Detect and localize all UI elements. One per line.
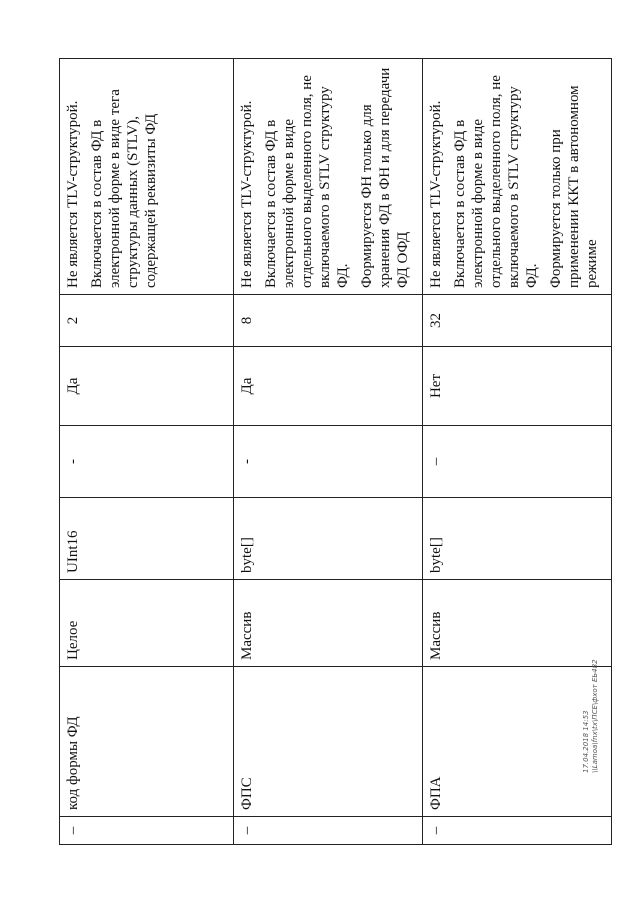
requisite-type-cell: Массив	[234, 580, 423, 667]
description-cell	[234, 59, 423, 295]
requisite-name-cell: ФПС	[234, 667, 423, 817]
required-flag-cell: Нет	[423, 347, 612, 426]
description-cell	[423, 59, 612, 295]
length-cell: 2	[60, 295, 234, 347]
requisite-name-cell: ФПА	[423, 667, 612, 817]
description-line: Не является TLV-структурой.	[65, 100, 81, 288]
description-cell	[60, 59, 234, 295]
stamp-date: 17.04.2018 14:53	[582, 710, 590, 773]
description-line: Формируется ФН только для хранения ФД в ФН и для передачи ФД ОФД	[359, 67, 411, 288]
requisite-type-cell: Целое	[60, 580, 234, 667]
description-line: Включается в состав ФД в электронной форме в виде тега структуры данных (STLV), содержащей реквизиты ФД	[89, 89, 159, 288]
description-line: Не является TLV-структурой.	[239, 100, 255, 288]
dash-cell: -	[60, 426, 234, 498]
description-line: Не является TLV-структурой.	[428, 100, 444, 288]
row-number-cell: –	[60, 817, 234, 845]
print-stamp	[582, 633, 600, 773]
requisites-table	[59, 58, 612, 845]
dash-cell: –	[423, 426, 612, 498]
length-cell: 32	[423, 295, 612, 347]
data-type-cell: byte[]	[423, 498, 612, 580]
description-line: Формируется только при применении ККТ в автономном режиме	[548, 85, 600, 288]
table-row	[60, 59, 234, 845]
description-line: Включается в состав ФД в электронной форме в виде отдельного выделенного поля, не включаемого в STLV структуру ФД.	[263, 75, 351, 288]
required-flag-cell: Да	[60, 347, 234, 426]
row-number-cell: –	[423, 817, 612, 845]
dash-cell: -	[234, 426, 423, 498]
description-line: Включается в состав ФД в электронной форме в виде отдельного выделенного поля, не включаемого в STLV структуру ФД.	[452, 75, 540, 288]
data-type-cell: UInt16	[60, 498, 234, 580]
length-cell: 8	[234, 295, 423, 347]
table-row	[234, 59, 423, 845]
requisite-name-cell: код формы ФД	[60, 667, 234, 817]
row-number-cell: –	[234, 817, 423, 845]
stamp-path: \\Lamoa\fnx\tx\ПСЕ\фхот ЕЬ482	[591, 659, 599, 773]
requisite-type-cell: Массив	[423, 580, 612, 667]
data-type-cell: byte[]	[234, 498, 423, 580]
required-flag-cell: Да	[234, 347, 423, 426]
